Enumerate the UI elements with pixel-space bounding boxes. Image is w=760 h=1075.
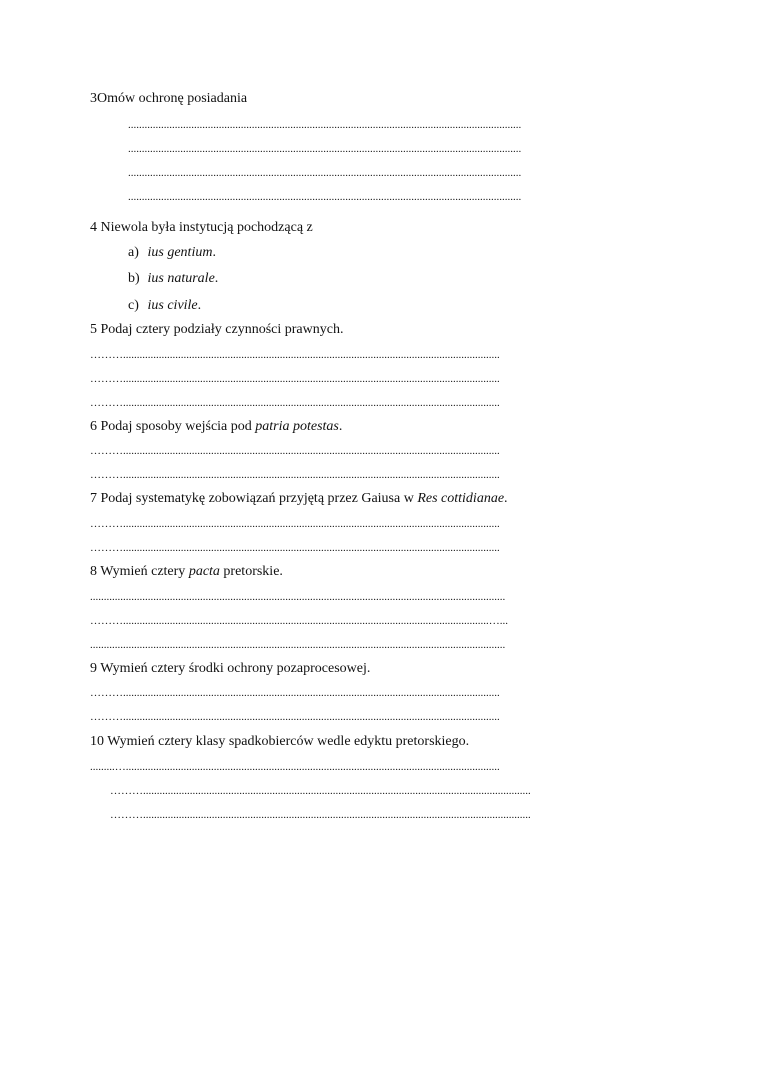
question-10-title: 10 Wymień cztery klasy spadkobierców wedle edyktu pretorskiego. [90,734,470,749]
option-c [128,298,201,314]
option-marker: c) [128,298,139,313]
title-end: pretorskie. [219,564,283,579]
answer-line: ………......................................................................................................................................... [90,373,500,385]
answer-line: ............................................................................................................................................... [128,191,522,203]
answer-line: ............................................................................................................................................... [128,119,522,131]
option-text: ius civile [147,298,198,313]
answer-line: .........…........................................................................................................................................ [90,761,500,773]
answer-line: ………......................................................................................................................................... [90,349,500,361]
question-6-title [90,419,342,435]
title-italic: pacta [188,564,220,579]
question-9-title: 9 Wymień cztery środki ochrony pozaprocesowej. [90,661,371,676]
option-end: . [214,271,219,286]
option-a [128,245,216,261]
answer-line: ………............................................................................................................................................. [110,809,531,821]
option-end: . [197,298,202,313]
answer-line: ………......................................................................................................................................... [90,445,500,457]
title-italic: Res cottidianae [417,491,505,506]
answer-line: ………......................................................................................................................................... [90,397,500,409]
option-end: . [212,245,216,260]
question-4-title: 4 Niewola była instytucją pochodzącą z [90,220,313,235]
question-5-title: 5 Podaj cztery podziały czynności prawnych. [90,322,344,337]
question-8-title [90,564,283,580]
title-end: . [504,491,508,506]
answer-line: ……….....................................................................................................................................…... [90,615,508,627]
answer-line: ………......................................................................................................................................... [90,469,500,481]
answer-line: ………......................................................................................................................................... [90,518,500,530]
title-end: . [338,419,343,434]
question-7-title [90,491,508,507]
answer-line: ............................................................................................................................................... [128,143,522,155]
answer-line: ………......................................................................................................................................... [90,711,500,723]
title-text: 8 Wymień cztery [90,564,189,579]
answer-line: ………............................................................................................................................................. [110,785,531,797]
option-marker: a) [128,245,139,260]
option-b [128,271,218,287]
option-marker: b) [128,271,140,286]
question-3-title: 3Omów ochronę posiadania [90,91,248,106]
option-text: ius naturale [147,271,215,286]
answer-line: ....................................................................................................................................................... [90,639,506,651]
answer-line: ………......................................................................................................................................... [90,687,500,699]
option-text: ius gentium [147,245,213,260]
title-italic: patria potestas [255,419,339,434]
answer-line: ............................................................................................................................................... [128,167,522,179]
title-text: 6 Podaj sposoby wejścia pod [90,419,256,434]
answer-line: ....................................................................................................................................................... [90,591,506,603]
answer-line: ………......................................................................................................................................... [90,542,500,554]
title-text: 7 Podaj systematykę zobowiązań przyjętą przez Gaiusa w [90,491,418,506]
